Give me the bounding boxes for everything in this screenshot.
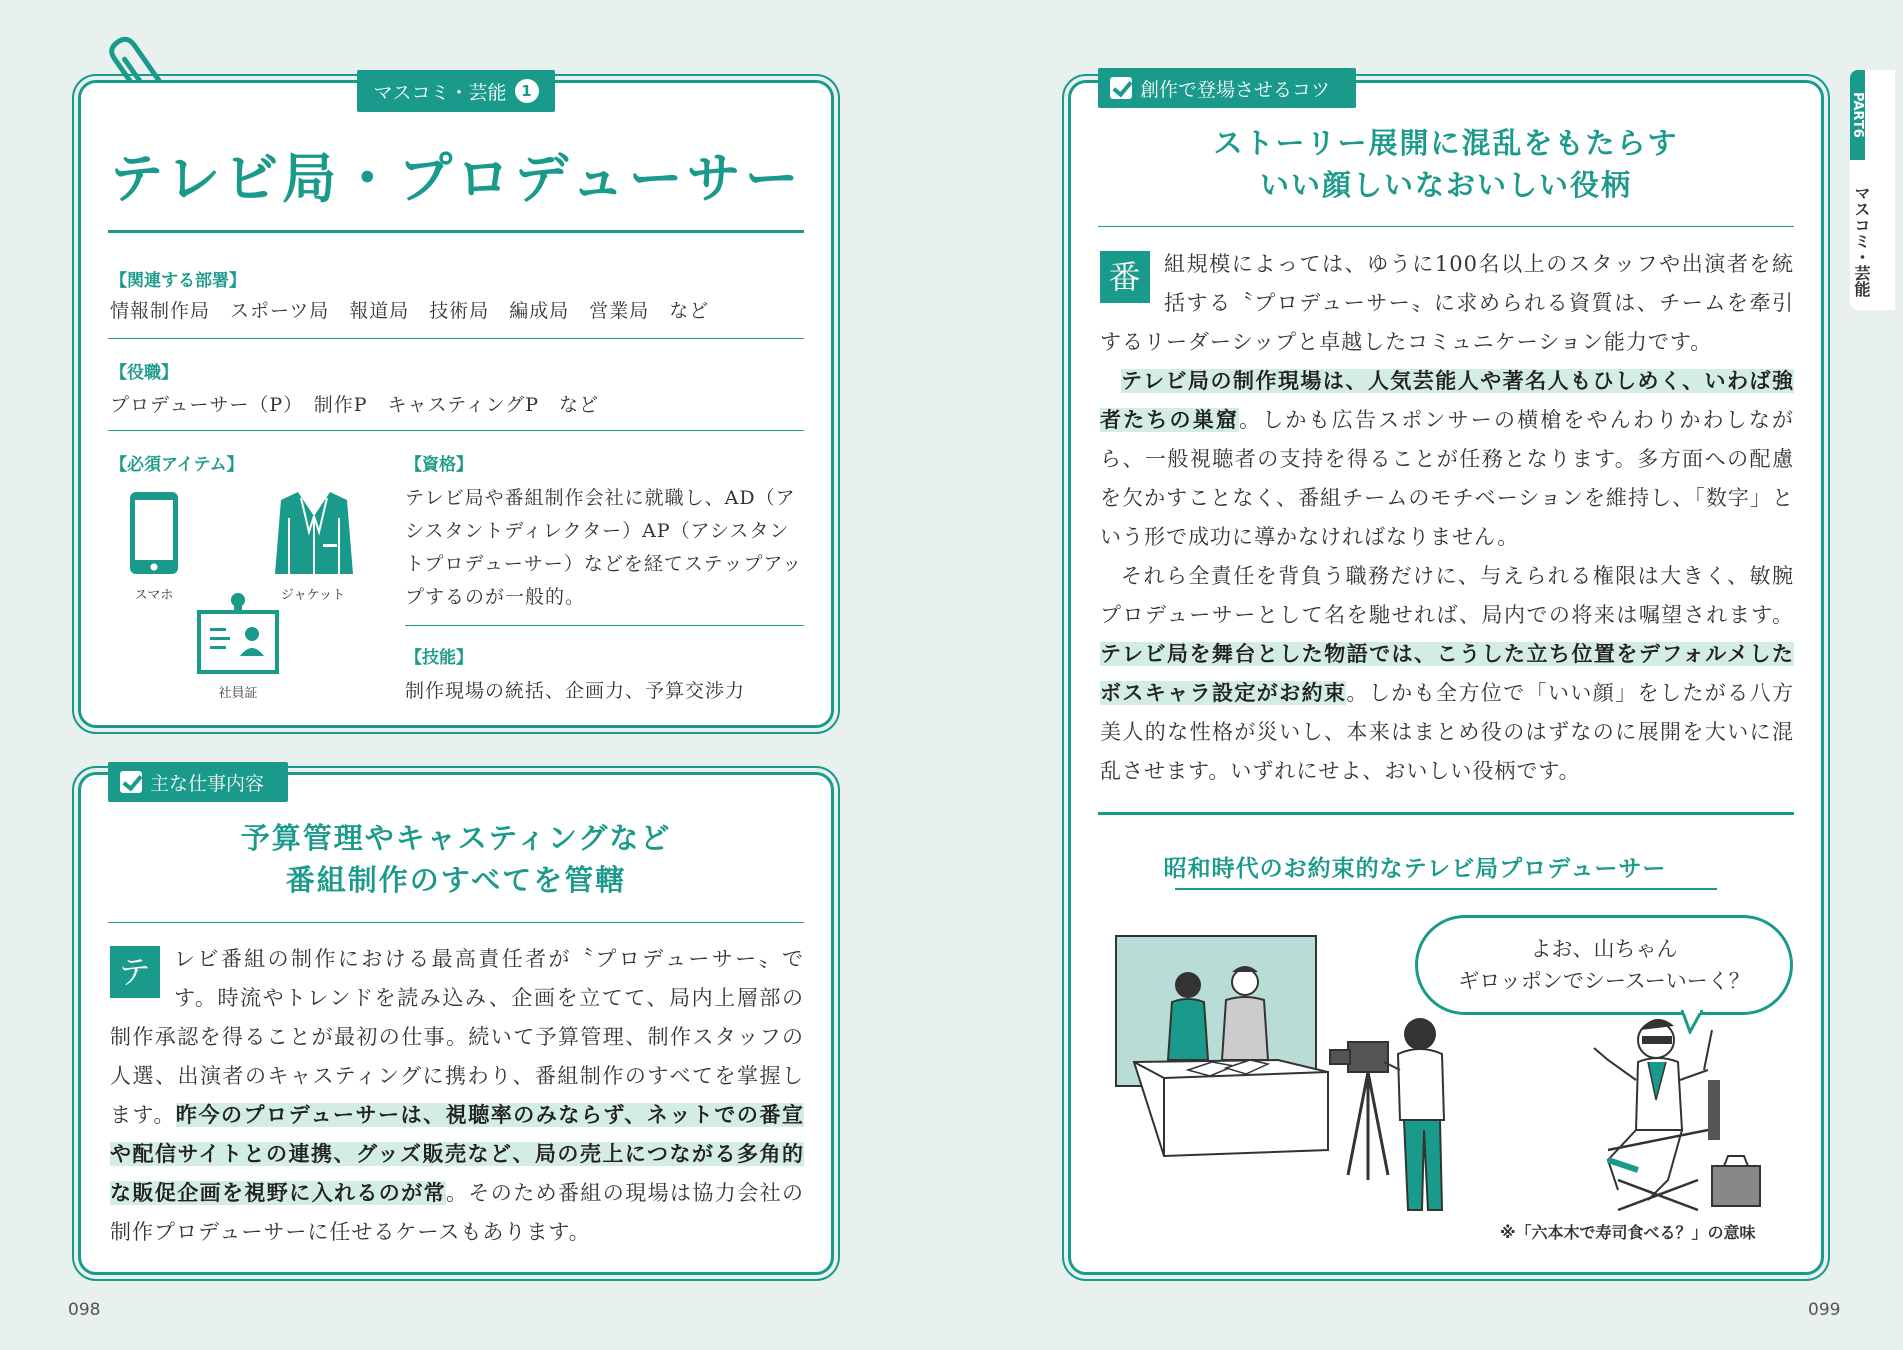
highlight-text: テレビ局の制作現場は、人気芸能人や著名人もひしめく、いわば強者たちの巣窟 bbox=[1100, 369, 1794, 432]
section-rule bbox=[1098, 812, 1794, 815]
page-number-left: 098 bbox=[68, 1300, 101, 1320]
divider bbox=[108, 430, 804, 431]
page-title: テレビ局・プロデューサー bbox=[109, 147, 803, 210]
smartphone-icon bbox=[128, 490, 180, 576]
checkbox-icon bbox=[120, 771, 142, 793]
skills-value: 制作現場の統括、企画力、予算交渉力 bbox=[405, 680, 746, 702]
dropcap: テ bbox=[110, 946, 160, 998]
tips-title: ストーリー展開に混乱をもたらす いい顔しいなおいしい役柄 bbox=[1213, 126, 1679, 202]
jacket-icon bbox=[273, 488, 355, 578]
divider bbox=[108, 922, 804, 923]
qualification-label: 【資格】 bbox=[405, 455, 473, 475]
id-badge-icon bbox=[196, 590, 280, 676]
highlight-text: テレビ局を舞台とした物語では、こうした立ち位置をデフォルメしたボスキャラ設定がお約束 bbox=[1100, 642, 1794, 705]
positions-label: 【役職】 bbox=[110, 363, 178, 383]
checkbox-icon bbox=[1110, 77, 1132, 99]
work-title: 予算管理やキャスティングなど 番組制作のすべてを管轄 bbox=[240, 821, 672, 897]
illustration-note: ※「六本木で寿司食べる？」の意味 bbox=[1500, 1223, 1756, 1242]
skills-label: 【技能】 bbox=[405, 648, 473, 668]
item-caption-smartphone: スマホ bbox=[134, 588, 174, 603]
page-number-right: 099 bbox=[1808, 1300, 1841, 1320]
departments-value: 情報制作局 スポーツ局 報道局 技術局 編成局 営業局 など bbox=[110, 300, 710, 322]
departments-label: 【関連する部署】 bbox=[110, 271, 246, 291]
divider bbox=[108, 338, 804, 339]
positions-value: プロデューサー（P） 制作P キャスティングP など bbox=[110, 394, 600, 416]
divider bbox=[405, 625, 804, 626]
items-label: 【必須アイテム】 bbox=[110, 455, 244, 475]
item-caption-jacket: ジャケット bbox=[280, 588, 346, 603]
qualification-value: テレビ局や番組制作会社に就職し、AD（アシスタントディレクター）AP（アシスタントプロデューサー）などを経てステップアップするのが一般的。 bbox=[405, 487, 803, 608]
illustration-title-underline bbox=[1175, 888, 1717, 890]
side-part-label: PART6 bbox=[1850, 70, 1865, 160]
item-caption-id-badge: 社員証 bbox=[218, 686, 258, 701]
category-number: 1 bbox=[515, 79, 539, 103]
tips-tab: 創作で登場させるコツ bbox=[1098, 68, 1356, 108]
highlight-text: 昨今のプロデューサーは、視聴率のみならず、ネットでの番宣や配信サイトとの連携、グッズ販売など、局の売上につながる多角的な販促企画を視野に入れるのが常 bbox=[110, 1103, 804, 1205]
work-body: テ レビ番組の制作における最高責任者が〝プロデューサー〟です。時流やトレンドを読み込み、企画を立てて、局内上層部の制作承認を得ることが最初の仕事。続いて予算管理、制作スタッフの人選、出演者のキャスティングに携わり、番組制作のすべてを掌握します。昨今のプロデューサーは、視聴率のみならず、ネットでの番宣や配信サイトとの連携、グッズ販売など、局の売上につながる多角的な販促企画を視野に入れるのが常。そのため番組の現場は協力会社の制作プロデューサーに任せるケースもあります。 bbox=[110, 947, 804, 1244]
illustration-title: 昭和時代のお約束的なテレビ局プロデューサー bbox=[1163, 856, 1667, 882]
speech-bubble-tail bbox=[1680, 1010, 1710, 1034]
category-tab: マスコミ・芸能 1 bbox=[357, 70, 555, 112]
work-tab: 主な仕事内容 bbox=[108, 762, 288, 802]
dropcap: 番 bbox=[1100, 251, 1150, 303]
divider bbox=[1098, 226, 1794, 227]
tips-body: 番 組規模によっては、ゆうに100名以上のスタッフや出演者を統括する〝プロデューサー〟に求められる資質は、チームを牽引するリーダーシップと卓越したコミュニケーション能力です。 テレビ局の制作現場は、人気芸能人や著名人もひしめく、いわば強者たちの巣窟。しかも広告スポンサーの横槍をやんわりかわしながら、一般視聴者の支持を得ることが任務となります。多方面への配慮を欠かすことなく、番組チームのモチベーションを維持し、「数字」という形で成功に導かなければなりません。 それら全責任を背負う職務だけに、与えられる権限は大きく、敏腕プロデューサーとして名を馳せれば、局内での将来は嘱望されます。テレビ局を舞台とした物語では、こうした立ち位置をデフォルメしたボスキャラ設定がお約束。しかも全方位で「いい顔」をしたがる八方美人的な性格が災いし、本来はまとめ役のはずなのに展開を大いに混乱させます。いずれにせよ、おいしい役柄です。 bbox=[1100, 252, 1795, 783]
part-side-tab bbox=[1850, 70, 1895, 310]
side-section-label: マスコミ・芸能 bbox=[1852, 185, 1871, 297]
title-rule bbox=[108, 230, 804, 233]
speech-bubble: よお、山ちゃん ギロッポンでシースーいーく？ bbox=[1415, 915, 1793, 1015]
